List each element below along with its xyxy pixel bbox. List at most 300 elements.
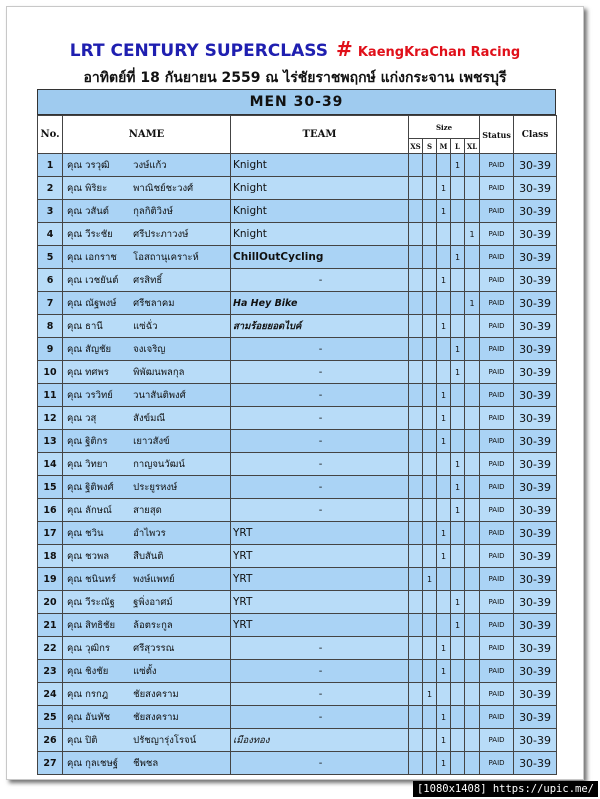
age-class: 30-39 <box>514 200 557 223</box>
col-header-size-m: M <box>437 139 451 154</box>
size-l-cell <box>451 660 465 683</box>
age-class: 30-39 <box>514 384 557 407</box>
payment-status: PAID <box>480 614 514 637</box>
size-xs-cell <box>409 430 423 453</box>
row-number: 23 <box>38 660 63 683</box>
rider-name <box>63 660 231 683</box>
age-class: 30-39 <box>514 545 557 568</box>
row-number: 7 <box>38 292 63 315</box>
row-number: 3 <box>38 200 63 223</box>
size-m-cell: 1 <box>437 522 451 545</box>
size-m-cell <box>437 683 451 706</box>
size-m-cell <box>437 223 451 246</box>
name-prefix: คุณ <box>67 596 83 608</box>
name-prefix: คุณ <box>67 159 83 171</box>
last-name: พาณิชย์ชะวงศ์ <box>133 182 194 194</box>
age-class: 30-39 <box>514 752 557 775</box>
event-date-location: อาทิตย์ที่ 18 กันยายน 2559 ณ ไร่ชัยราชพฤกษ์ แก่งกระจาน เพชรบุรี <box>83 70 507 86</box>
size-l-cell <box>451 315 465 338</box>
size-l-cell <box>451 384 465 407</box>
table-row <box>38 384 557 407</box>
first-name: วีระชัย <box>85 228 113 240</box>
table-row <box>38 522 557 545</box>
age-class: 30-39 <box>514 177 557 200</box>
row-number: 21 <box>38 614 63 637</box>
payment-status: PAID <box>480 200 514 223</box>
size-s-cell <box>423 223 437 246</box>
size-m-cell <box>437 154 451 177</box>
rider-name <box>63 223 231 246</box>
col-header-size-xs: XS <box>409 139 423 154</box>
name-prefix: คุณ <box>67 389 83 401</box>
age-class: 30-39 <box>514 568 557 591</box>
team-name: - <box>231 706 409 729</box>
row-number: 16 <box>38 499 63 522</box>
size-s-cell <box>423 177 437 200</box>
last-name: ฐพิ่งอาศม์ <box>133 596 173 608</box>
payment-status: PAID <box>480 430 514 453</box>
table-row <box>38 430 557 453</box>
first-name: ชวพล <box>85 550 110 562</box>
first-name: สัญชัย <box>85 343 112 355</box>
size-xs-cell <box>409 752 423 775</box>
size-l-cell: 1 <box>451 154 465 177</box>
size-l-cell <box>451 545 465 568</box>
rider-name <box>63 614 231 637</box>
age-class: 30-39 <box>514 430 557 453</box>
team-name: Knight <box>231 177 409 200</box>
team-name: Knight <box>231 200 409 223</box>
last-name: ศรีประภาวงษ์ <box>133 228 189 240</box>
team-name: - <box>231 637 409 660</box>
team-name: Knight <box>231 154 409 177</box>
name-prefix: คุณ <box>67 688 83 700</box>
row-number: 19 <box>38 568 63 591</box>
team-name: สามร้อยยอดไบค์ <box>231 315 409 338</box>
size-s-cell <box>423 269 437 292</box>
rider-name <box>63 338 231 361</box>
payment-status: PAID <box>480 476 514 499</box>
age-class: 30-39 <box>514 361 557 384</box>
row-number: 17 <box>38 522 63 545</box>
table-row <box>38 453 557 476</box>
row-number: 25 <box>38 706 63 729</box>
last-name: กาญจนวัฒน์ <box>133 458 185 470</box>
col-header-name: NAME <box>63 116 231 154</box>
size-s-cell <box>423 476 437 499</box>
last-name: แซ่ฉั่ว <box>133 320 158 332</box>
rider-name <box>63 177 231 200</box>
age-class: 30-39 <box>514 637 557 660</box>
size-m-cell: 1 <box>437 752 451 775</box>
name-prefix: คุณ <box>67 435 83 447</box>
size-xl-cell <box>465 660 480 683</box>
size-m-cell: 1 <box>437 729 451 752</box>
size-xs-cell <box>409 476 423 499</box>
row-number: 8 <box>38 315 63 338</box>
row-number: 1 <box>38 154 63 177</box>
size-l-cell: 1 <box>451 361 465 384</box>
table-row <box>38 706 557 729</box>
table-row <box>38 407 557 430</box>
size-m-cell: 1 <box>437 430 451 453</box>
table-row <box>38 568 557 591</box>
table-row <box>38 361 557 384</box>
size-xs-cell <box>409 683 423 706</box>
rider-name <box>63 430 231 453</box>
size-l-cell <box>451 200 465 223</box>
row-number: 2 <box>38 177 63 200</box>
team-name: เมืองทอง <box>231 729 409 752</box>
name-prefix: คุณ <box>67 297 83 309</box>
name-prefix: คุณ <box>67 550 83 562</box>
size-s-cell <box>423 637 437 660</box>
size-m-cell <box>437 246 451 269</box>
col-header-size-xl: XL <box>465 139 480 154</box>
first-name: เอกราช <box>85 251 117 263</box>
size-l-cell <box>451 177 465 200</box>
team-name: Ha Hey Bike <box>231 292 409 315</box>
last-name: สืบสันติ <box>133 550 164 562</box>
rider-name <box>63 637 231 660</box>
size-xs-cell <box>409 200 423 223</box>
size-xs-cell <box>409 154 423 177</box>
table-row <box>38 269 557 292</box>
table-row <box>38 545 557 568</box>
age-class: 30-39 <box>514 246 557 269</box>
last-name: วงษ์แก้ว <box>133 159 167 171</box>
size-s-cell: 1 <box>423 568 437 591</box>
first-name: ปิติ <box>85 734 98 746</box>
registration-sheet <box>37 89 556 775</box>
last-name: ล้อตระกูล <box>133 619 173 631</box>
age-class: 30-39 <box>514 269 557 292</box>
rider-name <box>63 522 231 545</box>
size-xs-cell <box>409 407 423 430</box>
size-xl-cell <box>465 476 480 499</box>
size-l-cell: 1 <box>451 246 465 269</box>
name-prefix: คุณ <box>67 642 83 654</box>
rider-name <box>63 706 231 729</box>
size-s-cell <box>423 591 437 614</box>
payment-status: PAID <box>480 637 514 660</box>
last-name: โอสถานุเคราะห์ <box>133 251 199 263</box>
size-m-cell: 1 <box>437 200 451 223</box>
last-name: เยาวสังข์ <box>133 435 170 447</box>
rider-name <box>63 246 231 269</box>
team-name: YRT <box>231 545 409 568</box>
age-class: 30-39 <box>514 683 557 706</box>
size-xl-cell <box>465 154 480 177</box>
rider-name <box>63 384 231 407</box>
size-xl-cell <box>465 315 480 338</box>
size-l-cell <box>451 430 465 453</box>
payment-status: PAID <box>480 568 514 591</box>
size-l-cell <box>451 729 465 752</box>
size-m-cell <box>437 338 451 361</box>
size-l-cell <box>451 568 465 591</box>
first-name: พิริยะ <box>85 182 108 194</box>
first-name: ธานี <box>85 320 103 332</box>
first-name: สิทธิชัย <box>85 619 116 631</box>
rider-name <box>63 407 231 430</box>
size-xs-cell <box>409 637 423 660</box>
size-xl-cell <box>465 361 480 384</box>
size-xs-cell <box>409 338 423 361</box>
row-number: 12 <box>38 407 63 430</box>
size-l-cell: 1 <box>451 499 465 522</box>
first-name: วุฒิกร <box>85 642 110 654</box>
payment-status: PAID <box>480 407 514 430</box>
row-number: 20 <box>38 591 63 614</box>
col-header-size-s: S <box>423 139 437 154</box>
col-header-size-l: L <box>451 139 465 154</box>
size-s-cell <box>423 752 437 775</box>
size-l-cell: 1 <box>451 591 465 614</box>
rider-name <box>63 545 231 568</box>
team-name: - <box>231 430 409 453</box>
last-name: กุลกิติวิงษ์ <box>133 205 173 217</box>
table-row <box>38 637 557 660</box>
table-row <box>38 338 557 361</box>
age-class: 30-39 <box>514 154 557 177</box>
first-name: ณัฐพงษ์ <box>85 297 117 309</box>
size-m-cell: 1 <box>437 706 451 729</box>
size-m-cell <box>437 361 451 384</box>
table-row <box>38 683 557 706</box>
row-number: 26 <box>38 729 63 752</box>
payment-status: PAID <box>480 729 514 752</box>
size-s-cell <box>423 407 437 430</box>
name-prefix: คุณ <box>67 274 83 286</box>
last-name: สังข์มณี <box>133 412 166 424</box>
size-m-cell: 1 <box>437 660 451 683</box>
team-name: YRT <box>231 522 409 545</box>
payment-status: PAID <box>480 292 514 315</box>
size-s-cell <box>423 706 437 729</box>
col-header-class: Class <box>514 116 557 154</box>
payment-status: PAID <box>480 752 514 775</box>
team-name: - <box>231 499 409 522</box>
name-prefix: คุณ <box>67 573 83 585</box>
rider-name <box>63 315 231 338</box>
payment-status: PAID <box>480 315 514 338</box>
name-prefix: คุณ <box>67 251 83 263</box>
size-xl-cell <box>465 177 480 200</box>
team-name: - <box>231 752 409 775</box>
size-m-cell <box>437 476 451 499</box>
name-prefix: คุณ <box>67 182 83 194</box>
team-name: - <box>231 384 409 407</box>
size-xl-cell <box>465 384 480 407</box>
payment-status: PAID <box>480 223 514 246</box>
registration-table <box>37 115 557 775</box>
payment-status: PAID <box>480 453 514 476</box>
size-l-cell: 1 <box>451 453 465 476</box>
size-xs-cell <box>409 177 423 200</box>
col-header-team: TEAM <box>231 116 409 154</box>
row-number: 4 <box>38 223 63 246</box>
row-number: 18 <box>38 545 63 568</box>
table-row <box>38 660 557 683</box>
first-name: วรวิทย์ <box>85 389 113 401</box>
first-name: กุลเชษฐ์ <box>85 757 118 769</box>
size-s-cell <box>423 453 437 476</box>
rider-name <box>63 292 231 315</box>
size-m-cell: 1 <box>437 407 451 430</box>
rider-name <box>63 591 231 614</box>
row-number: 6 <box>38 269 63 292</box>
size-l-cell <box>451 637 465 660</box>
rider-name <box>63 752 231 775</box>
name-prefix: คุณ <box>67 711 83 723</box>
team-name: - <box>231 269 409 292</box>
rider-name <box>63 361 231 384</box>
row-number: 9 <box>38 338 63 361</box>
table-row <box>38 752 557 775</box>
name-prefix: คุณ <box>67 366 83 378</box>
last-name: ชีพชล <box>133 757 159 769</box>
name-prefix: คุณ <box>67 412 83 424</box>
table-row <box>38 315 557 338</box>
size-m-cell: 1 <box>437 637 451 660</box>
size-xs-cell <box>409 453 423 476</box>
row-number: 10 <box>38 361 63 384</box>
size-xl-cell <box>465 729 480 752</box>
team-name: YRT <box>231 614 409 637</box>
name-prefix: คุณ <box>67 734 83 746</box>
size-l-cell <box>451 706 465 729</box>
size-xs-cell <box>409 522 423 545</box>
first-name: วสุ <box>85 412 97 424</box>
row-number: 27 <box>38 752 63 775</box>
size-s-cell <box>423 729 437 752</box>
last-name: ศรสิทธิ์ <box>133 274 163 286</box>
name-prefix: คุณ <box>67 343 83 355</box>
rider-name <box>63 499 231 522</box>
row-number: 22 <box>38 637 63 660</box>
size-xl-cell: 1 <box>465 223 480 246</box>
rider-name <box>63 568 231 591</box>
size-xs-cell <box>409 568 423 591</box>
size-xs-cell <box>409 361 423 384</box>
size-xl-cell <box>465 637 480 660</box>
size-s-cell <box>423 499 437 522</box>
size-l-cell <box>451 522 465 545</box>
payment-status: PAID <box>480 177 514 200</box>
col-header-status: Status <box>480 116 514 154</box>
table-row <box>38 591 557 614</box>
payment-status: PAID <box>480 338 514 361</box>
size-s-cell <box>423 246 437 269</box>
size-xl-cell <box>465 522 480 545</box>
size-m-cell: 1 <box>437 384 451 407</box>
first-name: ฐิติกร <box>85 435 108 447</box>
team-name: Knight <box>231 223 409 246</box>
last-name: ปรัชญารุ่งโรจน์ <box>133 734 197 746</box>
size-xl-cell <box>465 568 480 591</box>
size-s-cell <box>423 660 437 683</box>
row-number: 11 <box>38 384 63 407</box>
payment-status: PAID <box>480 246 514 269</box>
size-m-cell: 1 <box>437 315 451 338</box>
col-header-size: Size <box>409 116 480 139</box>
last-name: ชัยสงคราม <box>133 711 179 723</box>
size-xl-cell <box>465 591 480 614</box>
name-prefix: คุณ <box>67 619 83 631</box>
name-prefix: คุณ <box>67 205 83 217</box>
size-xl-cell <box>465 545 480 568</box>
size-m-cell <box>437 614 451 637</box>
size-m-cell <box>437 591 451 614</box>
size-xs-cell <box>409 292 423 315</box>
table-row <box>38 246 557 269</box>
name-prefix: คุณ <box>67 527 83 539</box>
name-prefix: คุณ <box>67 757 83 769</box>
team-name: - <box>231 476 409 499</box>
first-name: วสันต์ <box>85 205 109 217</box>
row-number: 14 <box>38 453 63 476</box>
table-row <box>38 499 557 522</box>
size-s-cell <box>423 430 437 453</box>
size-xl-cell <box>465 706 480 729</box>
last-name: ศรีชลาคม <box>133 297 175 309</box>
table-row <box>38 292 557 315</box>
size-xl-cell <box>465 407 480 430</box>
age-class: 30-39 <box>514 292 557 315</box>
hashtag-symbol: # <box>335 37 353 61</box>
last-name: วนาสันติพงศ์ <box>133 389 186 401</box>
size-xl-cell: 1 <box>465 292 480 315</box>
size-s-cell <box>423 154 437 177</box>
name-prefix: คุณ <box>67 504 83 516</box>
first-name: ชวิน <box>85 527 104 539</box>
row-number: 13 <box>38 430 63 453</box>
first-name: ชนินทร์ <box>85 573 116 585</box>
name-prefix: คุณ <box>67 458 83 470</box>
size-xs-cell <box>409 729 423 752</box>
age-class: 30-39 <box>514 706 557 729</box>
size-l-cell: 1 <box>451 476 465 499</box>
team-name: YRT <box>231 591 409 614</box>
size-m-cell: 1 <box>437 269 451 292</box>
size-m-cell <box>437 568 451 591</box>
size-xl-cell <box>465 453 480 476</box>
size-xs-cell <box>409 384 423 407</box>
team-name: ChillOutCycling <box>231 246 409 269</box>
last-name: แซ่ตั้ง <box>133 665 157 677</box>
first-name: วิทยา <box>85 458 108 470</box>
size-xs-cell <box>409 660 423 683</box>
age-class: 30-39 <box>514 338 557 361</box>
first-name: ชิงชัย <box>85 665 109 677</box>
table-row <box>38 154 557 177</box>
table-row <box>38 200 557 223</box>
payment-status: PAID <box>480 706 514 729</box>
size-l-cell <box>451 292 465 315</box>
size-m-cell <box>437 453 451 476</box>
name-prefix: คุณ <box>67 228 83 240</box>
payment-status: PAID <box>480 660 514 683</box>
size-xs-cell <box>409 591 423 614</box>
table-row <box>38 476 557 499</box>
last-name: ประยูรหงษ์ <box>133 481 178 493</box>
size-s-cell <box>423 315 437 338</box>
rider-name <box>63 154 231 177</box>
size-m-cell <box>437 499 451 522</box>
size-xs-cell <box>409 223 423 246</box>
table-row <box>38 729 557 752</box>
